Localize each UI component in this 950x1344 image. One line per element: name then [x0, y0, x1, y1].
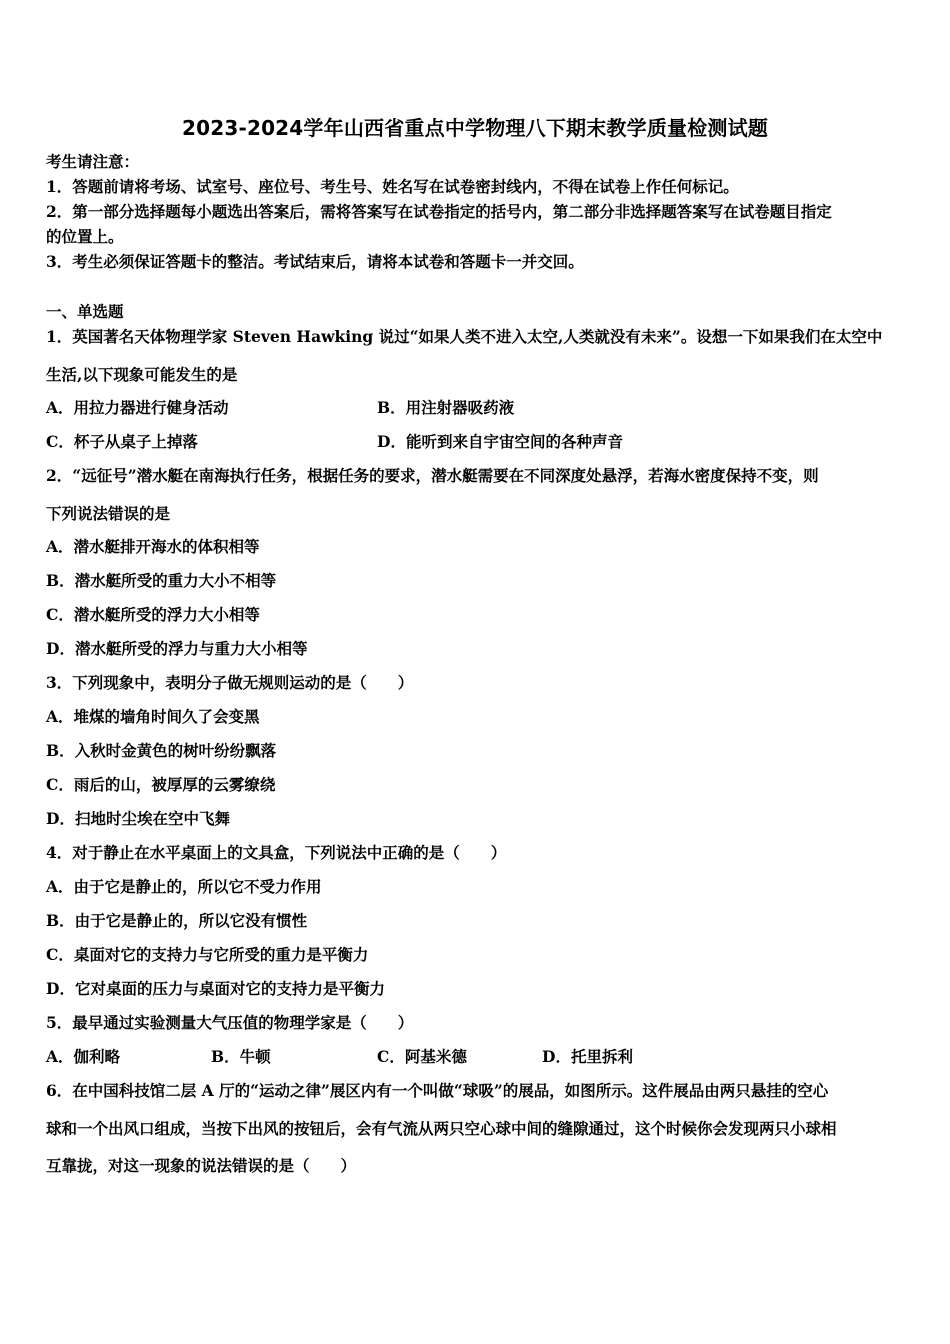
notice-heading: 考生请注意： — [46, 152, 140, 171]
question-1-stem-line-1: 1．英国著名天体物理学家 Steven Hawking 说过“如果人类不进入太空,人类就没有未来”。设想一下如果我们在太空中 — [46, 327, 883, 346]
notice-item-1: 1．答题前请将考场、试室号、座位号、考生号、姓名写在试卷密封线内，不得在试卷上作任何标记。 — [46, 177, 739, 196]
question-3-option-d: D．扫地时尘埃在空中飞舞 — [46, 809, 230, 828]
question-4-option-a: A．由于它是静止的，所以它不受力作用 — [46, 877, 322, 896]
question-4-stem: 4．对于静止在水平桌面上的文具盒，下列说法中正确的是（ ） — [46, 843, 507, 862]
question-5-stem: 5．最早通过实验测量大气压值的物理学家是（ ） — [46, 1013, 414, 1032]
exam-title: 2023-2024学年山西省重点中学物理八下期末教学质量检测试题 — [181, 116, 769, 140]
question-1-option-a: A．用拉力器进行健身活动 — [46, 398, 229, 417]
question-2-option-b: B．潜水艇所受的重力大小不相等 — [46, 571, 277, 590]
question-2-option-c: C．潜水艇所受的浮力大小相等 — [46, 605, 260, 624]
question-5-option-b: B．牛顿 — [211, 1047, 271, 1066]
question-4-option-b: B．由于它是静止的，所以它没有惯性 — [46, 911, 308, 930]
question-1-option-d: D．能听到来自宇宙空间的各种声音 — [377, 432, 623, 451]
question-2-option-d: D．潜水艇所受的浮力与重力大小相等 — [46, 639, 308, 658]
question-2-stem-line-2: 下列说法错误的是 — [46, 504, 171, 523]
section-heading: 一、单选题 — [46, 302, 124, 321]
question-3-option-a: A．堆煤的墙角时间久了会变黑 — [46, 707, 260, 726]
question-3-option-c: C．雨后的山，被厚厚的云雾缭绕 — [46, 775, 276, 794]
question-5-option-c: C．阿基米德 — [377, 1047, 467, 1066]
question-4-option-c: C．桌面对它的支持力与它所受的重力是平衡力 — [46, 945, 369, 964]
question-6-stem-line-3: 互靠拢，对这一现象的说法错误的是（ ） — [46, 1156, 357, 1175]
question-3-option-b: B．入秋时金黄色的树叶纷纷飘落 — [46, 741, 277, 760]
question-2-option-a: A．潜水艇排开海水的体积相等 — [46, 537, 260, 556]
question-1-stem-line-2: 生活,以下现象可能发生的是 — [46, 365, 238, 384]
question-6-stem-line-1: 6．在中国科技馆二层 A 厅的“运动之律”展区内有一个叫做“球吸”的展品，如图所示。这件展品由两只悬挂的空心 — [46, 1081, 829, 1100]
question-3-stem: 3．下列现象中，表明分子做无规则运动的是（ ） — [46, 673, 414, 692]
question-1-option-c: C．杯子从桌子上掉落 — [46, 432, 198, 451]
question-5-option-a: A．伽利略 — [46, 1047, 121, 1066]
question-4-option-d: D．它对桌面的压力与桌面对它的支持力是平衡力 — [46, 979, 385, 998]
notice-item-2-cont: 的位置上。 — [46, 227, 124, 246]
question-2-stem-line-1: 2．“远征号”潜水艇在南海执行任务，根据任务的要求，潜水艇需要在不同深度处悬浮，若海水密度保持不变，则 — [46, 466, 819, 485]
notice-item-2: 2．第一部分选择题每小题选出答案后，需将答案写在试卷指定的括号内，第二部分非选择题答案写在试卷题目指定 — [46, 202, 832, 221]
question-6-stem-line-2: 球和一个出风口组成，当按下出风的按钮后，会有气流从两只空心球中间的缝隙通过，这个时候你会发现两只小球相 — [46, 1119, 837, 1138]
question-5-option-d: D．托里拆利 — [542, 1047, 633, 1066]
notice-item-3: 3．考生必须保证答题卡的整洁。考试结束后，请将本试卷和答题卡一并交回。 — [46, 252, 584, 271]
question-1-option-b: B．用注射器吸药液 — [377, 398, 515, 417]
